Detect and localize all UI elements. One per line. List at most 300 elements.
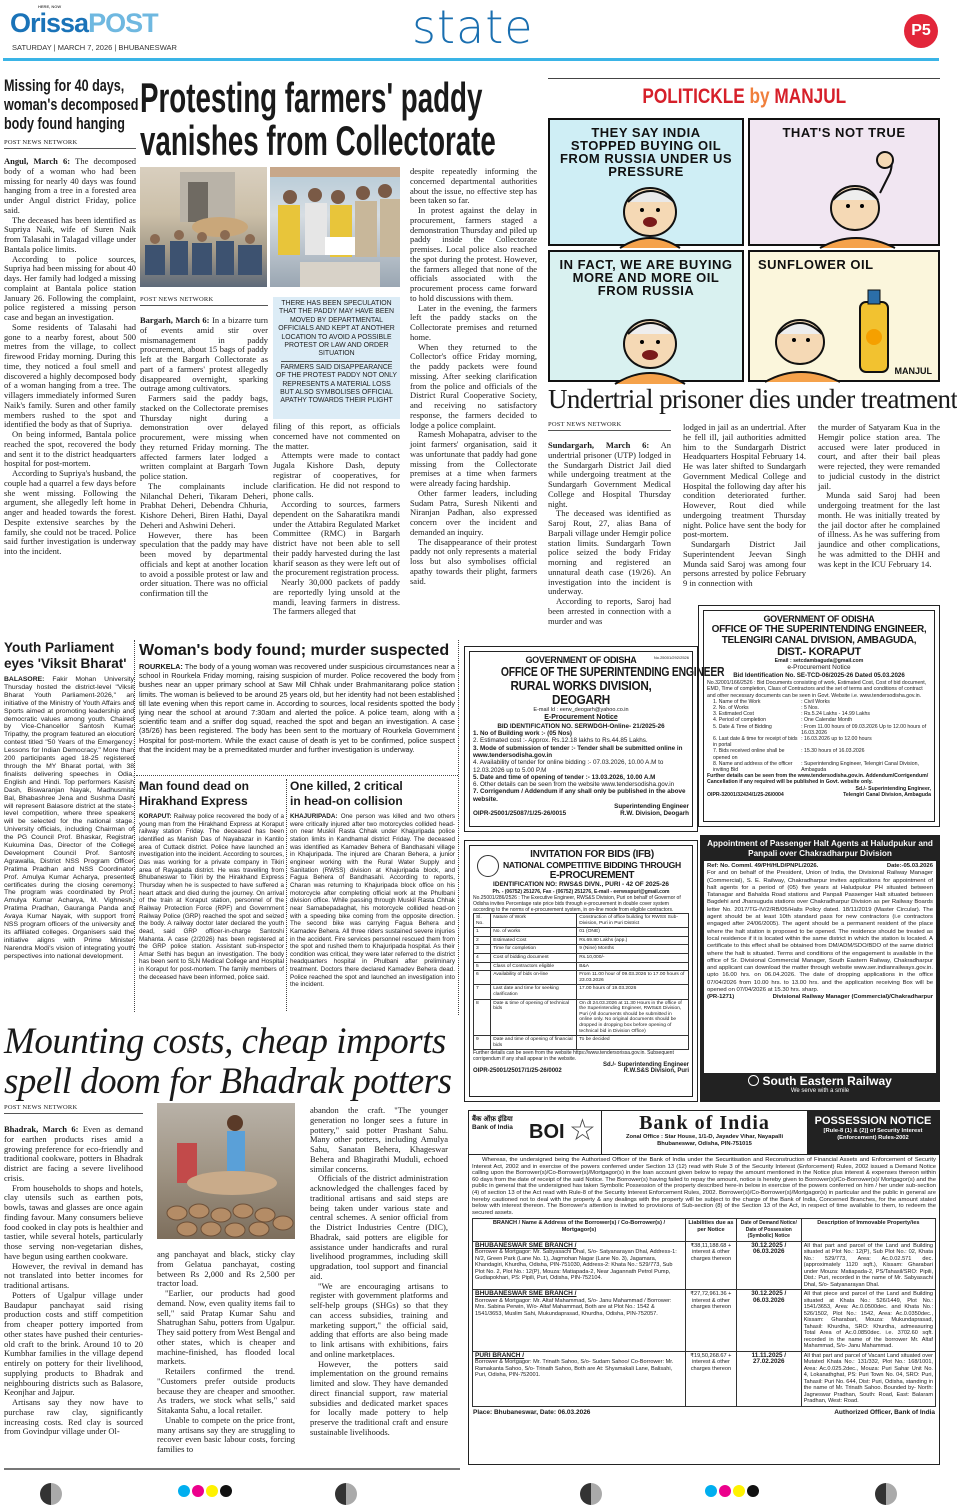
paragraph: [157, 1289, 295, 1367]
paragraph-text: Farmers said the paddy bags, stacked on the Collectorate premises Thursday night during a demonstration over delayed procurement, were missing when they returned Friday morning. The affected farmers later lodged a written complaint at Bargarh Town police station.: [140, 393, 268, 481]
ad-table-cell: 6: [474, 971, 491, 985]
paragraph: [273, 422, 400, 451]
ad-row-value: : From 11.00 hours of 09.03.2026 Up to 12.00 hours of 16.03.2026: [801, 723, 927, 736]
ad-table-cell: 9 (Nine) Months: [577, 945, 689, 954]
article-paddy-col2: [273, 422, 400, 628]
headline-line: vanishes from Collectorate: [140, 117, 496, 164]
ad-table-row: [474, 914, 689, 928]
headline-line: woman's decomposed: [4, 95, 139, 114]
paragraph: [818, 491, 940, 569]
paragraph-text: Munda said Saroj had been undergoing treatment for the last month. He was initially treated by the jail doctor after he complained of illness. As he was suffering from jaundice and other complications, he was admitted to the DHH and was kept in the ICU February 14.: [818, 490, 940, 569]
column-header: Description of Immovable Property/ies: [801, 1219, 935, 1242]
ad-table-row: [474, 945, 689, 954]
divider: [286, 779, 287, 1011]
ad-table: [473, 913, 689, 1050]
registration-dot-cyan: [178, 1485, 190, 1497]
photo-farmers-sitting: [140, 167, 267, 287]
ad-heading-text: OFFICE OF THE SUPERINTENDING ENGINEER: [500, 664, 725, 679]
ad-heading: GOVERNMENT OF ODISHA: [525, 655, 637, 665]
ad-table-cell: Estimated Cost: [491, 936, 577, 945]
header-rule: [3, 58, 939, 61]
divider: [134, 640, 135, 1012]
ad-further: Further details can be seen from the website https://www.tendersorissa.gov.in. Subsequent corrigendum if any shall appear in the website.: [473, 1050, 674, 1063]
railway-slogan: We serve with a smile: [790, 1088, 850, 1094]
ad-row-label: 3. Estimated Cost: [713, 711, 754, 718]
paragraph: [4, 1125, 143, 1184]
ad-row-value: : Rs.5.24 Lakhs - 14.99 Lakhs: [801, 711, 870, 718]
headline: [4, 640, 134, 672]
panel-caption: SUNFLOWER OIL: [758, 257, 874, 272]
paragraph: [157, 1250, 295, 1289]
ad-table-row: [474, 999, 689, 1036]
ad-row-value: : Civil Works: [801, 698, 830, 705]
dates-cell: 30.12.2025 / 06.03.2026: [736, 1290, 801, 1352]
paragraph-text: However, the revival in demand has not translated into better incomes for traditional artisans.: [4, 1260, 143, 1290]
logo-orissa: Orissa: [10, 8, 89, 38]
paragraph-text: The deceased was identified as Saroj Rout, 27, alias Bana of Barpali village under Hemgir police station limits. Sundargarh Town police seized the body Friday morning and registered an unnatural death case (19/26). An investigation into the incident is underway.: [548, 508, 671, 597]
ad-row-label: 6. Last date & time for receipt of bids in portal: [713, 736, 798, 749]
paragraph-text: The disappearance of their protest paddy not only represents a material loss but also symbolises official apathy towards their plight, farmers said.: [410, 536, 537, 586]
ad-row-label: 4. Period of completion: [713, 717, 767, 724]
registration-dot-black: [220, 1485, 232, 1497]
cartoon-panel-1: [548, 118, 744, 246]
ad-heading-text: RURAL WORKS DIVISION, DEOGARH: [510, 678, 652, 707]
ad-bid-id: BID IDENTIFICATION NO. SERWDGH-Online- 21/2025-26: [497, 722, 665, 730]
property-cell: All that part and parcel of Vacant Land situated over Mutated Khata No.: 131/332, Plot No.: 168/1001, Area: Ac.0.025.2dec., Mouza: Puri Sahar Unit No. 4, Lokanathghat, PS: Puri Town No. 04, SRO: Puri, Tahasil: Puri No. 644, Dist: Puri, Odisha, standing in the name of Mr. Trinath Sahoo. Bounded by- North: Jagneswar Pradhan, South: Road, East: Balaram Pradhan, West: Road.: [801, 1351, 935, 1406]
article-woman-body: [139, 640, 455, 772]
logo-post: POST: [88, 8, 158, 38]
ad-table-cell: 7: [474, 985, 491, 999]
article-collision: [290, 779, 455, 1011]
logo: [10, 4, 158, 39]
ad-table-cell: B&A: [577, 962, 689, 971]
article-body: [139, 662, 455, 766]
ad-table-cell: From 11.00 hour of 09.03.2026 to 17.00 hours of 23.03.2026: [577, 971, 689, 985]
cartoonist-signature: MANJUL: [894, 366, 932, 376]
ad-table-cell: Nature of Work: [491, 914, 577, 928]
page-number: P5: [911, 22, 931, 39]
headline-line: spell doom for Bhadrak potters: [4, 1061, 452, 1102]
photo-memorandum: [270, 167, 400, 287]
ad-notice-title: e-Procurement Notice: [787, 664, 851, 672]
ad-table-cell: Cost of bidding document: [491, 953, 577, 962]
ad-oipr: OIPR-25001/25087/1/25-26/0015: [473, 810, 567, 818]
paragraph: [4, 1291, 143, 1398]
registration-dot: [40, 1483, 62, 1505]
boi-notice-title: POSSESSION NOTICE: [814, 1115, 932, 1127]
photo-potter-at-work: [157, 1103, 295, 1239]
ad-item: 3. Mode of submission of tender :- Tender shall be submitted online in www.tendersodisha.gov.in: [473, 744, 683, 759]
paragraph: [4, 1398, 143, 1437]
branch-name: BHUBANESWAR SME BRANCH /: [475, 1241, 577, 1249]
paragraph-text: Retailers confirmed the trend. "Customers prefer outside products because they are cheaper and smoother. As traders, we stock what sells," said Sitakanta Sahu, a local retailer.: [157, 1366, 295, 1415]
headline: Woman's body found; murder suspected: [139, 642, 450, 659]
boi-table: [472, 1218, 936, 1407]
paragraph-text: Nearly 30,000 packets of paddy are reportedly lying unsold at the mandi, leaving farmers in distress. The farmers alleged that: [273, 577, 400, 617]
ad-notice-title: E-Procurement Notice: [544, 714, 618, 722]
ad-table-row: [474, 1036, 689, 1050]
paragraph: [4, 430, 136, 469]
ad-table-cell: 2: [474, 936, 491, 945]
man-explaining-illustration: [590, 312, 710, 384]
cartoon-title-manjul: MANJUL: [774, 85, 846, 108]
ad-email: Email : setcdambaguda@gmail.com: [774, 658, 864, 664]
ad-items: [473, 730, 689, 803]
paragraph-text: Sundargarh District Jail Superintendent Jeevan Singh Munda said Saroj was among four persons arrested by police February 9 in connection with: [683, 539, 806, 588]
dateline: Bhadrak, March 6:: [4, 1124, 79, 1134]
boi-logo-english: Bank of India: [472, 1124, 513, 1131]
paragraph: [410, 538, 537, 587]
dates-cell: 11.11.2025 / 27.02.2026: [736, 1351, 801, 1406]
property-cell: All that part and parcel of the Land and Building situated at Plot No.: 12(P), Sub Plot No.: 02, Khata No.: 529/773, Area: Ac.0.02.571 dec. (approximately 1120 sqft.), Kissam: Gharabari under Mouza: Matiapada-2, PS/Tahasil/SRO: Pipili, Dist.: Puri, recorded in the name of Mr. Sabyasachi Dhal, S/o- Satyanarayan Dhal.: [801, 1241, 935, 1290]
article-potters-col2: [157, 1250, 295, 1465]
ad-table-cell: To be decided: [577, 1036, 689, 1050]
paragraph-text: Later in the evening, the farmers left the paddy stacks on the Collectorate premises and returned home.: [410, 302, 537, 342]
paragraph: [548, 509, 671, 597]
ad-table-row: [474, 962, 689, 971]
ad-row-value: : One Calendar Month: [801, 717, 853, 724]
ad-rows: [707, 699, 931, 773]
dates-cell: 30.12.2025 / 06.03.2026: [736, 1241, 801, 1290]
ad-item: 2. Estimated cost :- Approx. Rs.12.18 lakhs to Rs.44.85 Lakhs.: [473, 737, 648, 745]
ad-table-cell: No. of works: [491, 928, 577, 937]
headline-line: Hirakhand Express: [139, 794, 248, 808]
paragraph-text: "We are encouraging artisans to register with government platforms and self-help groups (SHGs) so that they can access subsidies, training and marketing support," the official said, adding that efforts are also being made to link artisans with exhibitions, fairs and online marketplaces.: [310, 1280, 448, 1359]
cartoon-panel-2: [748, 118, 940, 246]
paragraph-text: According to police sources, Supriya had been missing for about 40 days. Her family had lodged a missing complaint at Bantala police station January 26. Following the complaint, police registered a missing person case and began an investigation.: [4, 253, 136, 322]
paragraph: [273, 578, 400, 617]
article-potters-col3: [310, 1106, 448, 1465]
ad-table-cell: 5: [474, 962, 491, 971]
divider: [136, 775, 458, 776]
borrower-cell: [473, 1351, 686, 1406]
boi-zonal-office: Zonal Office : Star House, 1/1-D, Jayadev Vihar, Nayapalli Bhubaneswar, Odisha, PIN-751015: [625, 1134, 784, 1147]
ad-table-cell: Date & time of opening of technical bids: [491, 999, 577, 1036]
paragraph: [683, 540, 806, 589]
boi-logo-hindi: बैंक ऑफ़ इंडिया: [472, 1116, 513, 1123]
branch-name: PURI BRANCH /: [475, 1351, 525, 1359]
dateline: SATURDAY | MARCH 7, 2026 | BHUBANESWAR: [12, 43, 177, 52]
quote-divider: [281, 361, 392, 362]
boi-place-date: Place: Bhubaneswar, Date: 06.03.2026: [473, 1408, 591, 1416]
borrower-details: Borrower & Mortgagor: Mr. Altaf Mahammad, S/o- Janu Mahammad / Borrower: Mrs. Sabina Perwin, W/o- Altaf Mahammad, Both are at Plot No.: 1542 & 1541/3653, Muslim Sahi, Mukundaprasad, Khurdha, Odisha, PIN-752057.: [475, 1297, 672, 1317]
paragraph-text: However, the potters said implementation on the ground remains limited and slow. They have demanded direct financial support, raw material subsidies and dedicated market spaces for locally made pottery to help preserve the traditional craft and ensure sustainable livelihoods.: [310, 1358, 448, 1437]
paragraph: [273, 451, 400, 500]
cartoon-title: [548, 85, 940, 109]
article-hirakhand: [139, 779, 284, 1011]
paragraph: [310, 1360, 448, 1438]
ad-heading: DIST.- KORAPUT: [777, 646, 861, 658]
byline: POST NEWS NETWORK: [4, 1104, 143, 1114]
ad-oipr: OIPR-25001/25017/1/25-26/0002: [473, 1068, 562, 1075]
article-text: One person was killed and two others were critically injured after two motorcycles collided head-on near Muskil Rasta Chhak under Khajuripada police station limits in Kandhamal district Friday. The deceased was identified as Kamadev Behera of Bandhasahi village in Khajuripada. The injured are Charan Behera, a junior engineer working with the Rural Water Supply and Sanitation (RWSS) division at Khajuripada block, and Fagua Behera of Bandhasahi. According to reports, Charan was returning to Khajuripada block office on his motorcycle after completing official work at the Phulbani division office. While passing through Muskil Rasta Chhak near Samabepadaghat, his motorcycle collided head-on with a speeding bike coming from the opposite direction. The second bike was carrying Fagua Behera and Kamadev Behera. All three riders sustained severe injuries in the accident. Fire services personnel rescued them from the spot and rushed them to Khajuripada hospital. As their condition was critical, they were later referred to the district headquarters hospital in Phulbani after preliminary treatment. Doctors there declared Kamadev Behera dead. Police reached the spot and launched an investigation into the incident.: [290, 813, 455, 989]
farmers-photo-illustration: [140, 167, 267, 287]
panel-caption: THAT'S NOT TRUE: [782, 125, 906, 140]
ad-item: 1. No of Building work :- (05 Nos): [473, 730, 573, 738]
table-row: [473, 1241, 936, 1290]
registration-dot: [580, 1483, 602, 1505]
ad-heading: INVITATION FOR BIDS (IFB): [530, 849, 654, 860]
ad-item: 6. Other details can be seen from the website www.tendersodisha.gov.in: [473, 781, 675, 789]
ad-table-cell: Class of Contractors eligible: [491, 962, 577, 971]
paragraph-text: Ramesh Mohapatra, adviser to the joint farmers' organisation, said it was unfortunate that paddy had gone missing from the Collectorate premises at a time when farmers were already facing hardship.: [410, 429, 537, 488]
ad-table-cell: Availability of bids on-line: [491, 971, 577, 985]
ad-ref-no: No.25001/292/2526: [653, 655, 689, 660]
ad-further: Further details can be seen from the www.tendersodisha.gov.in. Addendum/Corrigendum/ Cancellation if any required will be published in Govt. website only.: [707, 773, 929, 786]
boi-officer: Authorized Officer, Bank of India: [834, 1408, 935, 1416]
ad-table-cell: 9: [474, 1036, 491, 1050]
dateline: BALASORE:: [4, 676, 45, 683]
ad-table-cell: 01 (ONE): [577, 928, 689, 937]
ad-item: 5. Date and time of opening of tender :- 13.03.2026, 10.00 A.M: [473, 773, 656, 781]
paragraph-text: ang panchayat and black, sticky clay from Gelatua panchayat, costing between Rs 2,000 and Rs 2,500 per tractor load.: [157, 1249, 295, 1289]
article-paddy-headline: [140, 74, 535, 164]
borrower-cell: [473, 1241, 686, 1290]
dateline: ROURKELA:: [139, 662, 183, 671]
paragraph-text: Potters of Ugalpur village under Baudapur panchayat said rising production costs and stiff competition from cheaper pottery imported from other states have pushed their centuries-old craft to the brink. Around 10 to 20 Kumbhar families in the village depend entirely on pottery for their livelihood, supplying products to Bhadrak and neighbouring districts such as Balasore, Keonjhar and Jajpur.: [4, 1289, 143, 1398]
panel-caption: IN FACT, WE ARE BUYING MORE AND MORE OIL FROM RUSSIA: [559, 257, 733, 298]
headline-line: Mounting costs, cheap imports: [4, 1021, 446, 1062]
paragraph-text: The decomposed body of a woman who had been missing for nearly 40 days was found hanging from a tree in a forested area under Angul district Friday, police said.: [4, 156, 136, 215]
paragraph-text: abandon the craft. "The younger generation no longer sees a future in pottery," said potter Prashant Sahu. Many other potters, including Amulya Sahu, Sanatan Behera, Khageswar Behera and Bhagirathi Muduli, echoed similar concerns.: [310, 1105, 448, 1174]
article-missing-woman: [4, 76, 139, 631]
ad-table-row: [474, 953, 689, 962]
panel-caption: THEY SAY INDIA STOPPED BUYING OIL FROM RUSSIA UNDER US PRESSURE: [559, 125, 733, 179]
paragraph-text: According to sources, farmers dependent on the Saharatikra mandi under the Attabira Regulated Market Committee (RMC) in Bargarh district have not been able to sell their paddy harvested during the last kharif season as they were left out of the procurement registration process.: [273, 499, 400, 578]
ad-heading: GOVERNMENT OF ODISHA: [763, 614, 875, 624]
ad-table-cell: Time for completion: [491, 945, 577, 954]
paragraph-text: filing of this report, as officials concerned have not commented on the matter.: [273, 421, 400, 451]
boi-table-header: [473, 1219, 936, 1242]
headline-line: Man found dead on: [139, 779, 249, 793]
paragraph-text: "Earlier, our products had good demand. Now, even quality items fail to sell," said Pratap Kumar Sahu and Shatrughan Sahu, potters from Ugalpur. They said pottery from West Bengal and other states, which is cheaper and machine-finished, has flooded local markets.: [157, 1288, 295, 1367]
dateline: KHAJURIPADA:: [290, 813, 338, 820]
ad-table-row: [474, 928, 689, 937]
paragraph: [410, 430, 537, 489]
section-title: state: [412, 0, 534, 54]
ad-table-cell: Date and time of opening of financial bids: [491, 1036, 577, 1050]
registration-dot: [875, 1483, 897, 1505]
paragraph-text: In protest against the delay in procurement, farmers staged a demonstration Thursday and piled up paddy inside the Collectorate premises. Local police also reached the spot during the protest. However, the farmers alleged that none of the officials associated with the procurement process came forward to hold discussions with them.: [410, 205, 537, 303]
ad-row-label: 1. Name of the Work: [713, 698, 761, 705]
cartoon-title-politickle: POLITICKLE: [642, 85, 745, 108]
paragraph-text: When they returned to the Collector's office Friday morning, the paddy packets were found missing. After seeking clarification from the police and officials of the District Rural Cooperative Society, and receiving no satisfactory response, the farmers decided to lodge a police complaint.: [410, 341, 537, 430]
ad-railway-halt-agents: [700, 835, 940, 1102]
paragraph-text: On being informed, Bantala police reached the spot, recovered the body and sent it to the district headquarters hospital for post-mortem.: [4, 429, 136, 469]
paragraph-text: despite repeatedly informing the concerned departmental authorities about the issue, no effective step has been taken so far.: [410, 166, 537, 206]
paragraph: [683, 423, 806, 540]
registration-dot-black: [747, 1485, 759, 1497]
article-undertrial-col3: [818, 423, 940, 603]
ad-identification: IDENTIFICATION NO: RWS&S DIVN., PURI - 42 OF 2025-26: [493, 881, 669, 888]
headline-line: One killed, 2 critical: [290, 779, 403, 793]
ad-email: E-mail Id : eerw_deogarh@yahoo.co.in: [533, 707, 629, 713]
article-body: [4, 676, 134, 1011]
cartoon-politickle: [548, 78, 940, 385]
paragraph-text: the murder of Satyaram Kua in the Hemgir police station area. The accused were later produced in court, and after their bail pleas were rejected, they were remanded to judicial custody in the district jail.: [818, 422, 940, 491]
paragraph: [4, 1262, 143, 1291]
ad-table-row: [474, 971, 689, 985]
paragraph: [410, 343, 537, 431]
column-header: Liabilities due as per Notice: [685, 1219, 736, 1242]
paragraph-text: Some residents of Talasahi had gone to a nearby forest, about 500 metres from the village, to collect firewood Friday morning. During this time, they noticed a foul smell and discovered a highly decomposed body of a woman hanging from a tree. The villagers immediately informed Suren Naik's family. Suren and other family members rushed to the spot and identified the body as that of Supriya.: [4, 321, 136, 430]
article-youth-parliament: [4, 640, 134, 1012]
ad-heading: OFFICE OF THE SUPERINTENDING ENGINEER,: [711, 624, 927, 635]
paragraph: [4, 255, 136, 323]
man-speaking-illustration: [600, 182, 700, 248]
cartoon-panel-3: [548, 250, 744, 382]
ad-ifb-puri: [464, 840, 698, 1102]
paragraph: [410, 304, 537, 343]
paragraph: [157, 1416, 295, 1455]
ad-row-label: 2. No. of Works: [713, 705, 749, 712]
registration-dot-magenta: [192, 1485, 204, 1497]
ad-signature: Superintending Engineer: [614, 803, 689, 811]
cartoon-title-by: by: [749, 85, 770, 108]
paragraph: [140, 394, 268, 482]
paragraph-text: According to Supriya's husband, the couple had a quarrel a few days before she went missing. Following the argument, she allegedly left home in anger and headed towards the forest. Despite extensive searches by the family, she could not be traced. Police said further investigation is underway into the incident.: [4, 468, 136, 556]
boi-header: [469, 1111, 939, 1155]
boi-rule: [Rule-8 (1) & (2)] of Security Interest (Enforcement) Rules-2002: [823, 1128, 923, 1141]
ad-telengiri-tender: [698, 605, 940, 827]
railway-logo-icon: [748, 1075, 759, 1086]
paragraph: [310, 1174, 448, 1281]
ad-deogarh-tender: [464, 646, 725, 832]
headline-line: body found hanging: [4, 114, 125, 133]
logo-tag: HERE, NOW: [38, 4, 62, 9]
ad-pr: (PR-1271): [707, 994, 735, 1001]
memorandum-photo-illustration: [270, 167, 400, 287]
paragraph: [140, 482, 268, 531]
paragraph-text: In a bizarre turn of events amid stir over mismanagement in paddy procurement, about 15 bags of paddy left at the Bargarh Collectorate as part of a farmers' protest allegedly disappeared overnight, sparking outrage among cultivators.: [140, 315, 268, 394]
dateline: Sundargarh, March 6:: [548, 440, 650, 450]
article-body: [290, 813, 455, 1009]
headline-line: Protesting farmers' paddy: [140, 74, 483, 121]
borrower-cell: [473, 1290, 686, 1352]
ad-contact: Ph. - (06752) 251276, Fax - (06752) 251276, E-mail - eerwsspuri@gmail.com: [492, 889, 670, 895]
ad-table-row: [474, 936, 689, 945]
boi-logo-mark: BOI: [529, 1121, 565, 1143]
pull-quote-2: FARMERS SAID DISAPPEARANCE OF THE PROTEST PADDY NOT ONLY REPRESENTS A MATERIAL LOSS BUT ALSO SYMBOLISES OFFICIAL APATHY TOWARDS THEIR PLIGHT: [276, 363, 397, 405]
paragraph-text: However, there has been speculation that the paddy may have been moved by departmental officials and kept at another location to avoid a possible protest or law and order situation. There was no official confirmation till the: [140, 529, 268, 598]
paragraph: [548, 597, 671, 626]
boi-name: Bank of India: [639, 1112, 770, 1134]
article-undertrial-headline: Undertrial prisoner dies under treatment: [548, 384, 957, 414]
ad-row: [707, 748, 931, 760]
ad-intro: No.25001/286/2526 : The Executive Engineer, RWS&S Division, Puri on behalf of Governor of Odisha invites Percentage rate price bids through e-procurement in double cover system according to the norms of e-procurement system, in on-line mode from eligible contractors.: [473, 895, 681, 913]
ad-table-cell: 4: [474, 953, 491, 962]
ad-row: [707, 761, 931, 773]
bottom-rule: [4, 1468, 460, 1470]
article-body: [4, 157, 136, 627]
ad-table-cell: Construction of office building for RWSS Sub-Division, Puri in Puri District: [577, 914, 689, 928]
page-number-badge: [904, 14, 938, 48]
odisha-emblem-icon: [477, 855, 499, 877]
ad-boi-possession-notice: [468, 1110, 940, 1465]
registration-dot-cyan: [705, 1485, 717, 1497]
article-undertrial-col2: [683, 423, 806, 603]
article-text: Railway police recovered the body of a young man from the Hirakhand Express at Koraput railway station Friday. The deceased has been identified as Manish Das of Nayabazar in Kantilo area of Cuttack district. Police have launched an investigation into the incident. According to sources, Das was working for a private company in Tikiri area of Rayagada district. He was travelling from Bhubaneswar to Tikiri by the Hirakhand Express Thursday when he is suspected to have suffered a heart attack and died during the journey. On arrival of the train at Koraput station, personnel of the Railway Protection Force (RPF) and Government Railway Police (GRP) reached the spot and seized the body. A railway doctor later declared the youth dead, said GRP officer-in-charge Santoshi Mahanta. A case (2/2026) has been registered at the GRP police station. Assistant sub-inspector Amar Sethi has begun an investigation. The body has been sent to SLN Medical College and Hospital in Koraput for post-mortem. The family members of the deceased have been informed, police said.: [139, 813, 284, 981]
paragraph: [273, 500, 400, 578]
paragraph-text: From households to shops and hotels, clay utensils such as earthen pots, bowls, tawas and glasses are once again finding favour. Many consumers believe food cooked in clay pots is healthier and tastier, while several hotels, particularly those serving non-vegetarian dishes, have begun using earthen cookware.: [4, 1182, 143, 1261]
paragraph-text: The complainants include Nilanchal Deheri, Tikaram Deheri, Prabhat Deheri, Debendra Chhuria, Kishore Deheri, Biren Hathi, Dayal Deheri and Ashwini Deheri.: [140, 480, 268, 530]
paragraph: [818, 423, 940, 491]
paragraph: [4, 1184, 143, 1262]
article-text: Fakir Mohan University Thursday hosted the district-level "Viksit Bharat Youth Parliament-2026," an initiative of the Ministry of Youth Affairs and Sports aimed at promoting leadership and democratic values among youth. Chaired by Vice-Chancellor Santosh Kumar Tripathy, the program featured an elocution contest titled "50 Years of the Emergency: Lessons for Indian Democracy." More than 200 participants aged 18-25 registered through the MY Bharat portal, with 38 finalists delivering speeches in Odia, English and Hindi. Top performers Kasish Dash, Biswaranjan Nayak, Madhusmita Bal, Bhabashree Jena and Sushma Dash will represent Balasore district at the state-level competition, where three speakers will be selected for the national stage. University officials, including Chairman of the PG Council Prof. Bhaskar, Registrar Kukumina Das, Director of the College Development Council Prof. Santosh Agrawalla, District NSS Program Officer Pratima Pradhan and NSS Coordinator Prof. Amulya Kumar Acharya, presented certificates during the closing ceremony. The program was coordinated by Prof. Amulya Kumar Acharya, M. Vighnesh, Pratima Pradhan, Gauranga Panda and Avaya Kumar Nayak, with support from NSS program officers of the university and its affiliated colleges. Organisers said the initiative aligns with Prime Minister Narendra Modi's vision of integrating youth perspectives into national development.: [4, 676, 135, 960]
article-paddy-col3: [410, 167, 537, 628]
ad-row: [707, 724, 931, 736]
ad-bid-id: Bid Identification No. SE-TCD-06/2025-26 Dated 05.03.2026: [733, 672, 905, 680]
ad-signature: Sd./- Superintending Engineer,: [855, 785, 931, 792]
ad-heading: Appointment of Passenger Halt Agents at Haludpukur and Panpali over Chakradharpur Division: [707, 839, 933, 858]
headline: [139, 779, 284, 809]
ad-table-cell: Last date and time for seeking clarification: [491, 985, 577, 999]
ad-row-label: 8. Name and address of the officer inviting Bid: [713, 760, 793, 774]
ad-heading: NATIONAL COMPETITIVE BIDDING THROUGH: [503, 860, 681, 870]
ad-signature: R.W. Division, Deogarh: [620, 810, 689, 818]
registration-dot-magenta: [719, 1485, 731, 1497]
ad-row-value: : 15.30 hours of 16.03.2026: [801, 748, 865, 755]
print-registration-marks: [0, 1481, 945, 1499]
headline-line: Missing for 40 days,: [4, 76, 125, 95]
paragraph-text: The deceased has been identified as Supriya Naik, wife of Suren Naik from Talasahi in Talagad village under Bantala police limits.: [4, 214, 136, 254]
railway-brand-name: South Eastern Railway: [762, 1074, 892, 1088]
ad-row-value: : 16.03.2026 up to 12.00 hours: [801, 736, 872, 743]
paragraph-text: According to reports, Saroj had been arrested in connection with a murder and was: [548, 596, 671, 626]
ad-item: 4. Availability of tender for online bidding :- 07.03.2026, 10.00 A.M to 12.03.2026 up to 5.00 P.M: [473, 759, 664, 774]
headline: [4, 76, 139, 136]
liability-cell: ₹27,72,961.36 + interest & other charges thereon: [685, 1290, 736, 1352]
paragraph-text: Even as demand for earthen products rises amid a growing preference for eco-friendly and traditional cookware, potters in Bhadrak district are facing a severe livelihood crisis.: [4, 1124, 144, 1183]
ad-signature: R.W.S&S Division, Puri: [623, 1068, 689, 1075]
headline-line: in head-on collision: [290, 794, 403, 808]
headline: [290, 779, 455, 809]
pull-quote-1: THERE HAS BEEN SPECULATION THAT THE PADDY MAY HAVE BEEN MOVED BY DEPARTMENTAL OFFICIALS AND KEPT AT ANOTHER LOCATION TO AVOID A POSSIBLE PROTEST OR LAW AND ORDER SITUATION: [278, 300, 395, 358]
ad-signature: Divisional Railway Manager (Commercial)/Chakradharpur: [772, 994, 933, 1001]
ad-heading: TELENGIRI CANAL DIVISION, AMBAGUDA,: [721, 635, 917, 646]
paragraph: [410, 167, 537, 206]
ad-body-box: [704, 861, 936, 1073]
cartoon-top-rule: [548, 78, 940, 79]
divider: [458, 640, 459, 1015]
paragraph-text: An undertrial prisoner (UTP) lodged in the Sundargarh District Jail died while undergoing treatment at the Sundargarh Government Medical College and Hospital Thursday night.: [548, 440, 672, 509]
ad-heading: [473, 679, 689, 707]
ad-signature: Sd./- Superintending Engineer: [602, 1062, 689, 1069]
paragraph: [4, 323, 136, 430]
ad-table-cell: 3: [474, 945, 491, 954]
paragraph-text: Unable to compete on the price front, many artisans say they are struggling to recover even basic labour costs, forcing families to: [157, 1414, 295, 1454]
article-paddy-col1: [140, 316, 268, 628]
paragraph: [310, 1282, 448, 1360]
ad-table-cell: 8: [474, 999, 491, 1036]
ad-table-row: [474, 985, 689, 999]
property-cell: All that piece and parcel of the Land and Building situated at Khata No.: 526/1449, Plot No.: 1541/3653, Area: Ac.0.0500dec. and Khata No.: 526/1502, Plot No.: 1542, Area: Ac.0.0350dec., Kissam: Gharabari, Mouza: Mukundaprasad, Tahasil: Khurdha, SRO: Khurdha, admeasuring Total Area of Ac.0.0850dec. i.e. 3702.60 sqft. recorded in the name of the borrower Mr. Altaf Mahammad, S/o- Janu Mahammad.: [801, 1290, 935, 1352]
paragraph: [410, 489, 537, 538]
paragraph: [140, 531, 268, 599]
star-icon: ☆: [569, 1114, 596, 1147]
ad-table-cell: Sl. No.: [474, 914, 491, 928]
dateline: Angul, March 6:: [4, 156, 71, 166]
ad-row-label: 7. Bids received online shall be opened on: [713, 748, 785, 761]
paragraph: [4, 157, 136, 216]
registration-dot-yellow: [206, 1485, 218, 1497]
paragraph-text: Other farmer leaders, including Sudam Patra, Suresh Nikenti and Niranjan Padhan, also expressed concern over the incident and demanded an inquiry.: [410, 487, 537, 537]
branch-name: BHUBANESWAR SME BRANCH /: [475, 1290, 577, 1298]
man-gesturing-illustration: [800, 148, 920, 248]
ad-row-value: : 5 Nos.: [801, 705, 819, 712]
paragraph-text: lodged in jail as an undertrial. After he fell ill, jail authorities admitted him to the Sundargarh District Headquarters Hospital February 14. He was later shifted to Sundargarh Government Medical College and Hospital the following day after his condition deteriorated further. However, Rout died while undergoing treatment Thursday night. Police have sent the body for post-mortem.: [683, 422, 806, 540]
liability-cell: ₹19,50,268.67 + interest & other charges thereon: [685, 1351, 736, 1406]
